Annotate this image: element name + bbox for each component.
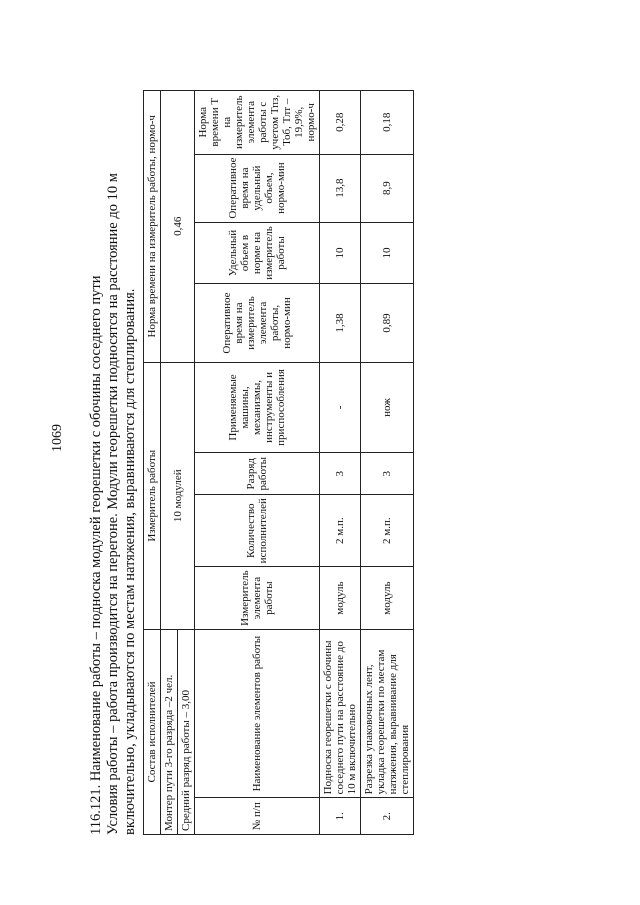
page-number: 1069 xyxy=(50,424,65,452)
work-title: 116.121. Наименование работы – подноска модулей георешетки с обочины соседнего пути xyxy=(88,275,104,835)
row-num: 1. xyxy=(320,798,361,835)
column-header-row xyxy=(195,91,320,835)
meter-header: Измеритель работы xyxy=(144,362,161,629)
row-volume: 10 xyxy=(361,222,414,284)
col-unit-header: Измеритель элемента работы xyxy=(195,567,320,630)
meter-value: 10 модулей xyxy=(161,362,195,629)
col-volume-header: Удельный объем в норме на измеритель работы xyxy=(195,222,320,284)
col-tools-header: Применяемые машины, механизмы, инструменты и приспособления xyxy=(195,362,320,453)
work-conditions-line-1: Условия работы – работа производится на перегоне. Модули георешетки подносятся на расстояние до 10 м xyxy=(105,173,121,835)
row-qty: 2 м.п. xyxy=(320,495,361,567)
row-optime: 1,38 xyxy=(320,284,361,362)
row-normtime: 0,18 xyxy=(361,91,414,155)
row-qty: 2 м.п. xyxy=(361,495,414,567)
row-name: Разрезка упаковочных лент, укладка георешетки по местам натяжения, выравнивание для степлирования xyxy=(361,629,414,798)
work-conditions-line-2: включительно, укладываются по местам натяжения, выравниваются для степлирования. xyxy=(122,288,138,835)
col-optime-total-header: Оперативное время на удельный объем, нормо-мин xyxy=(195,154,320,222)
row-unit: модуль xyxy=(361,567,414,630)
row-optime: 0,89 xyxy=(361,284,414,362)
col-name-header: Наименование элементов работы xyxy=(195,629,320,798)
row-volume: 10 xyxy=(320,222,361,284)
crew-line-1: Монтер пути 3-го разряда –2 чел. xyxy=(163,674,175,831)
col-qty-header: Количество исполнителей xyxy=(195,495,320,567)
row-grade: 3 xyxy=(320,453,361,495)
row-grade: 3 xyxy=(361,453,414,495)
header-row-2 xyxy=(161,91,178,835)
header-row-1 xyxy=(144,91,161,835)
crew-grade: Средний разряд работы – 3,00 xyxy=(178,629,195,834)
crew-composition xyxy=(161,629,178,834)
row-tools: нож xyxy=(361,362,414,453)
norm-header: Норма времени на измеритель работы, нормо-ч xyxy=(144,91,161,363)
norm-table xyxy=(143,90,414,835)
table-row xyxy=(361,91,414,835)
row-num: 2. xyxy=(361,798,414,835)
table-row xyxy=(320,91,361,835)
row-normtime: 0,28 xyxy=(320,91,361,155)
row-unit: модуль xyxy=(320,567,361,630)
col-optime-header: Оперативное время на измеритель элемента работы, нормо-мин xyxy=(195,284,320,362)
col-num-header: № п/п xyxy=(195,798,320,835)
col-grade-header: Разряд работы xyxy=(195,453,320,495)
row-tools: - xyxy=(320,362,361,453)
col-normtime-header: Норма времени Т на измеритель элемента работы с учетом Тпз, Тоб, Тлт – 19,9%, нормо-ч xyxy=(195,91,320,155)
section-heading xyxy=(88,75,139,835)
crew-header: Состав исполнителей xyxy=(144,629,161,834)
norm-value: 0,46 xyxy=(161,91,195,363)
rotated-document-content xyxy=(88,75,588,835)
row-name: Подноска георешетки с обочины соседнего пути на расстояние до 10 м включительно xyxy=(320,629,361,798)
row-optime-total: 8,9 xyxy=(361,154,414,222)
row-optime-total: 13,8 xyxy=(320,154,361,222)
